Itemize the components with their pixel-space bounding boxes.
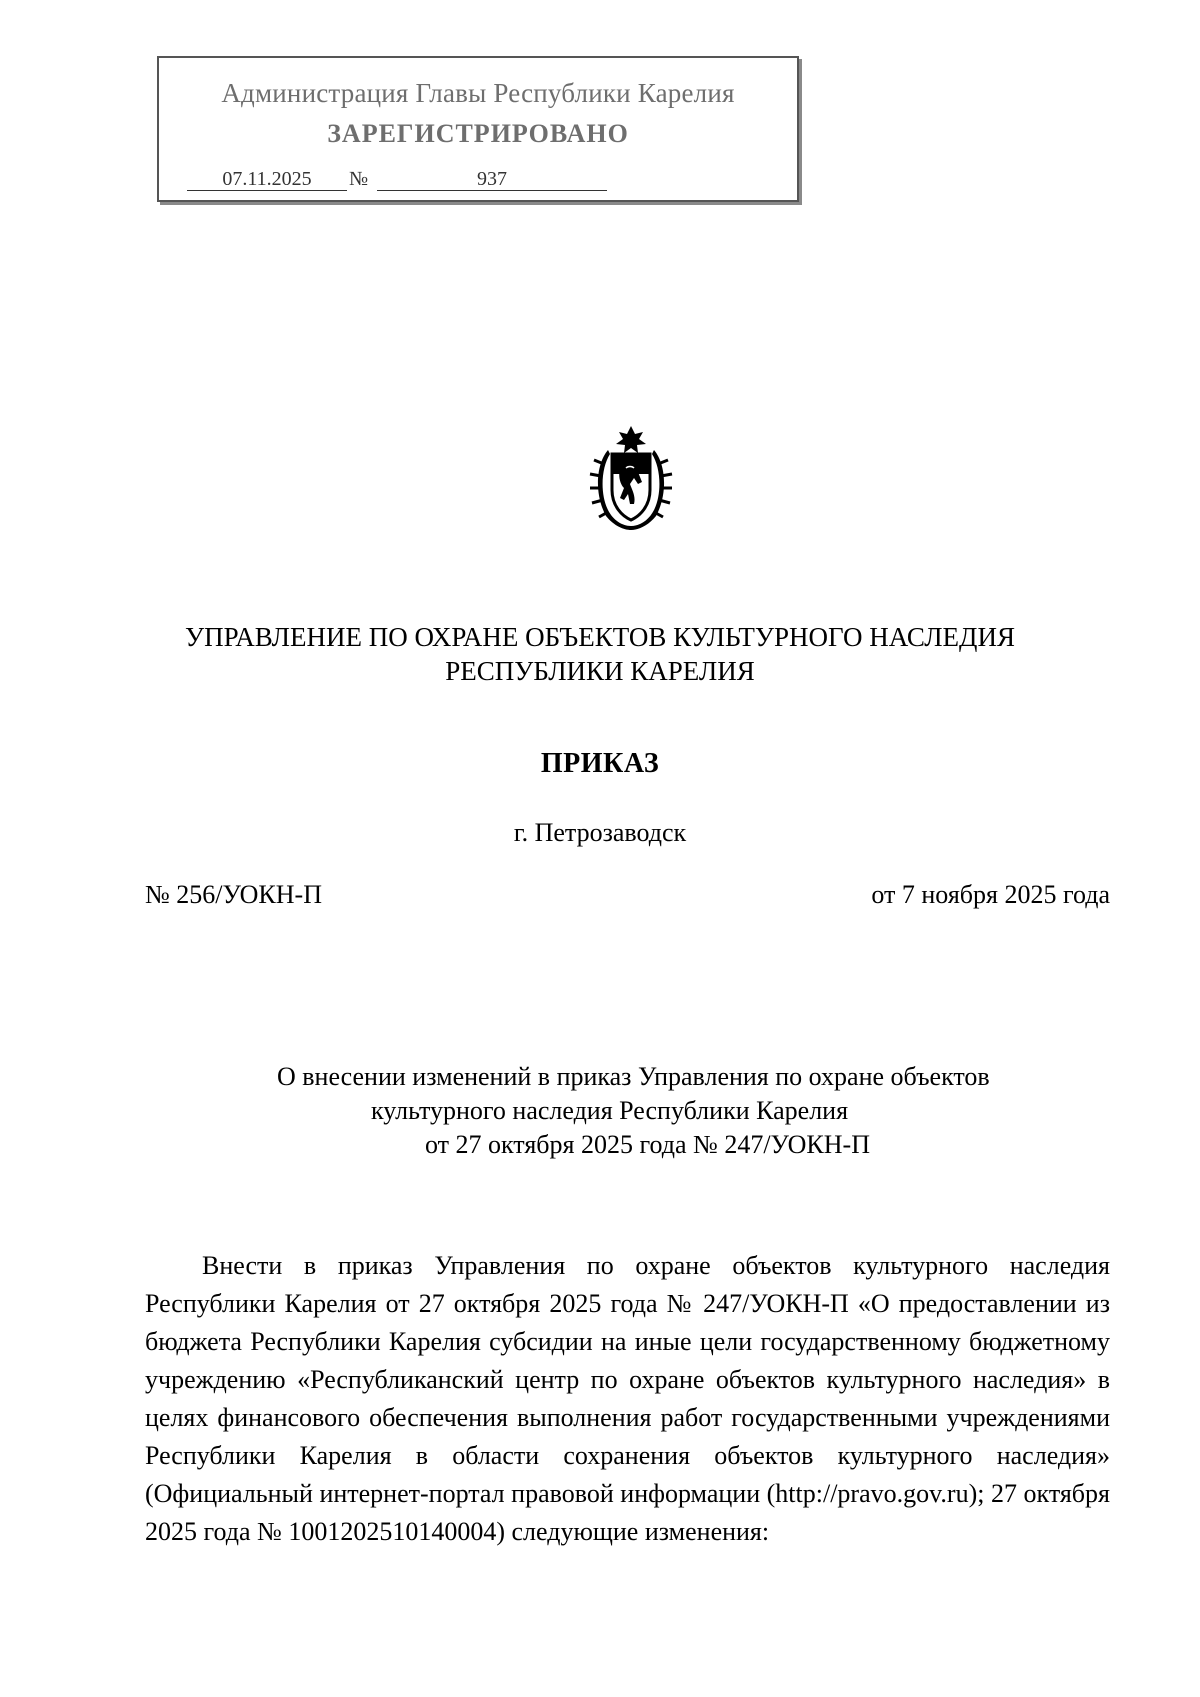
organization-name-line2: РЕСПУБЛИКИ КАРЕЛИЯ — [445, 656, 755, 686]
document-city: г. Петрозаводск — [513, 818, 687, 847]
registration-stamp — [157, 56, 799, 202]
stamp-date: 07.11.2025 — [187, 168, 347, 191]
karelia-coat-of-arms-icon — [586, 424, 676, 532]
document-number: № 256/УОКН-П — [145, 880, 322, 909]
body-paragraph: Внести в приказ Управления по охране объектов культурного наследия Республики Карелия от 27 октября 2025 года № 247/УОКН-П «О предоставлении из бюджета Республики Карелия субсидии на иные цели государственному бюджетному учреждению «Республиканский центр по охране объектов культурного наследия» в целях финансового обеспечения выполнения работ государственными учреждениями Республики Карелия в области сохранения объектов культурного наследия» (Официальный интернет-портал правовой информации (http://pravo.gov.ru); 27 октября 2025 года № 1001202510140004) следующие изменения: — [145, 1251, 1110, 1546]
document-date: от 7 ноября 2025 года — [871, 880, 1110, 909]
organization-name-line1: УПРАВЛЕНИЕ ПО ОХРАНЕ ОБЪЕКТОВ КУЛЬТУРНОГО НАСЛЕДИЯ — [185, 622, 1015, 652]
document-type: ПРИКАЗ — [540, 748, 660, 779]
stamp-number-sign: № — [349, 168, 369, 190]
stamp-number: 937 — [377, 168, 607, 191]
stamp-status: ЗАРЕГИСТРИРОВАНО — [327, 119, 629, 148]
subject-line1: О внесении изменений в приказ Управления по охране объектов — [277, 1062, 990, 1091]
subject-line2: культурного наследия Республики Карелия — [371, 1096, 849, 1125]
subject-line3: от 27 октября 2025 года № 247/УОКН-П — [425, 1130, 870, 1159]
organization-name — [0, 620, 1200, 688]
stamp-organization: Администрация Главы Республики Карелия — [221, 78, 735, 108]
